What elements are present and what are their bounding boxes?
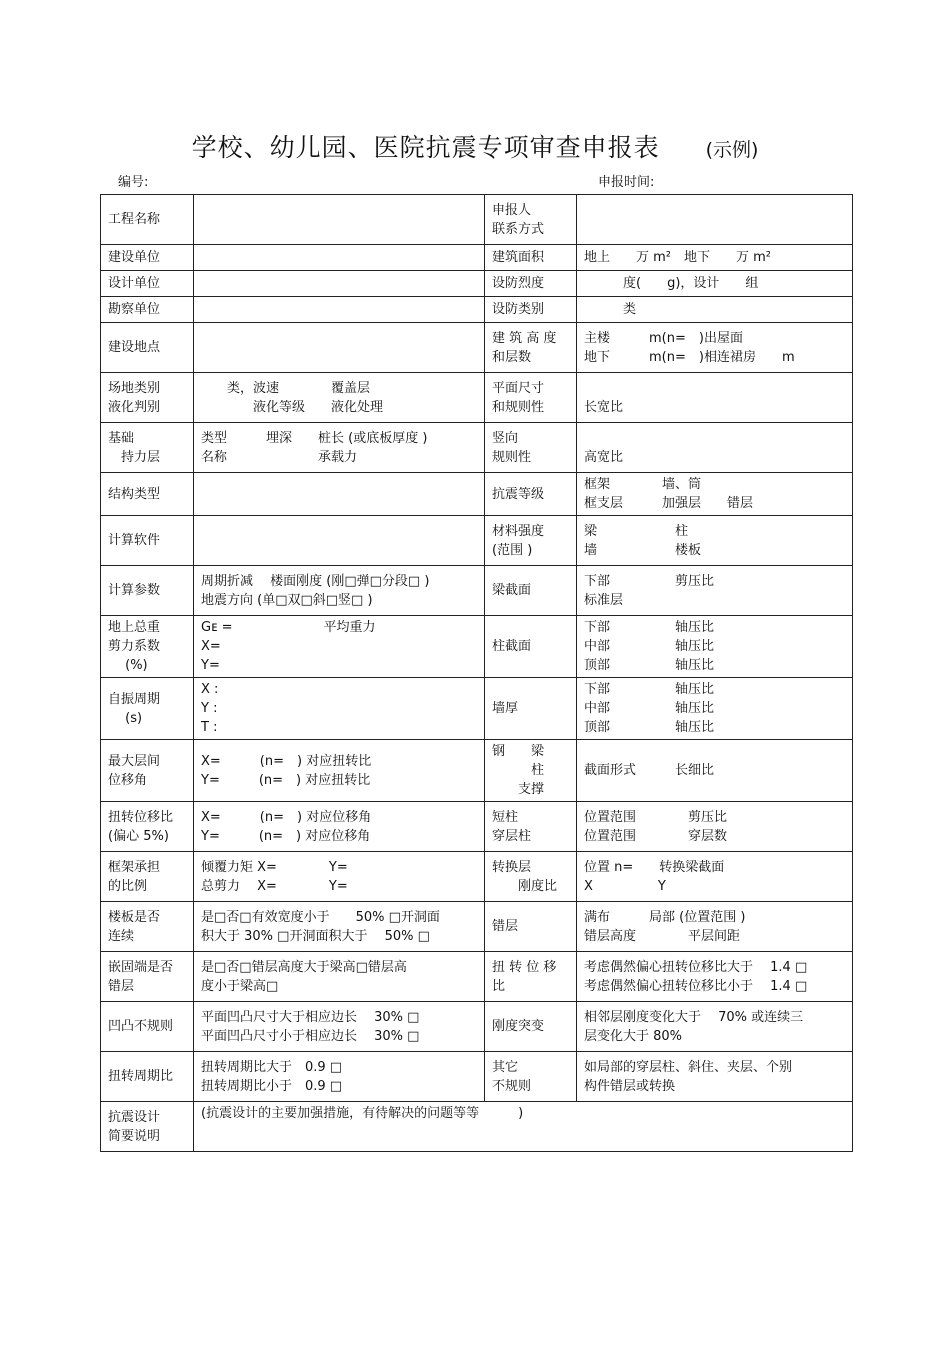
form-label-cell: 场地类别 液化判别 (101, 373, 194, 423)
form-label-cell: 框架承担 的比例 (101, 852, 194, 902)
form-label-cell: 平面尺寸 和规则性 (485, 373, 577, 423)
form-field-cell[interactable]: 下部 剪压比 标准层 (577, 566, 853, 616)
form-label-cell: 申报人 联系方式 (485, 195, 577, 245)
form-field-cell[interactable]: 如局部的穿层柱、斜住、夹层、个别 构件错层或转换 (577, 1052, 853, 1102)
form-label-cell: 转换层 刚度比 (485, 852, 577, 902)
form-field-cell[interactable]: X= (n= ) 对应扭转比 Y= (n= ) 对应扭转比 (194, 740, 485, 802)
table-row (101, 516, 853, 566)
table-row (101, 297, 853, 323)
number-label: 编号: (118, 175, 149, 190)
form-label-cell: 错层 (485, 902, 577, 952)
form-label-cell: 最大层间 位移角 (101, 740, 194, 802)
form-label-cell: 建 筑 高 度 和层数 (485, 323, 577, 373)
table-row (101, 852, 853, 902)
date-label: 申报时间: (598, 175, 655, 190)
form-label-cell: 勘察单位 (101, 297, 194, 323)
form-label-cell: 竖向 规则性 (485, 423, 577, 473)
form-label-cell: 刚度突变 (485, 1002, 577, 1052)
form-field-cell[interactable]: 满布 局部 (位置范围 ) 错层高度 平层间距 (577, 902, 853, 952)
form-field-cell[interactable]: X : Y : T : (194, 678, 485, 740)
form-label-cell: 建设单位 (101, 245, 194, 271)
form-field-cell[interactable] (194, 516, 485, 566)
table-row (101, 423, 853, 473)
form-field-cell[interactable]: 扭转周期比大于 0.9 □ 扭转周期比小于 0.9 □ (194, 1052, 485, 1102)
form-label-cell: 地上总重 剪力系数 (%) (101, 616, 194, 678)
table-row (101, 195, 853, 245)
form-field-cell[interactable] (577, 195, 853, 245)
form-field-cell[interactable]: 平面凹凸尺寸大于相应边长 30% □ 平面凹凸尺寸小于相应边长 30% □ (194, 1002, 485, 1052)
form-field-cell[interactable]: 类 (577, 297, 853, 323)
form-field-cell[interactable] (194, 473, 485, 516)
form-label-cell: 材料强度 (范围 ) (485, 516, 577, 566)
form-label-cell: 钢 梁 柱 支撑 (485, 740, 577, 802)
form-label-cell: 工程名称 (101, 195, 194, 245)
form-field-cell[interactable]: 长宽比 (577, 373, 853, 423)
form-label-cell: 墙厚 (485, 678, 577, 740)
table-row (101, 323, 853, 373)
form-field-cell[interactable]: 下部 轴压比 中部 轴压比 顶部 轴压比 (577, 616, 853, 678)
form-field-cell[interactable]: 下部 轴压比 中部 轴压比 顶部 轴压比 (577, 678, 853, 740)
form-label-cell: 建筑面积 (485, 245, 577, 271)
form-field-cell[interactable]: 框架 墙、筒 框支层 加强层 错层 (577, 473, 853, 516)
form-field-cell[interactable] (194, 271, 485, 297)
form-field-cell[interactable]: 高宽比 (577, 423, 853, 473)
form-label-cell: 柱截面 (485, 616, 577, 678)
form-field-cell[interactable]: 是□否□有效宽度小于 50% □开洞面 积大于 30% □开洞面积大于 50% □ (194, 902, 485, 952)
form-field-cell[interactable]: 倾覆力矩 X= Y= 总剪力 X= Y= (194, 852, 485, 902)
form-label-cell: 抗震设计 简要说明 (101, 1102, 194, 1152)
form-field-cell[interactable]: 考虑偶然偏心扭转位移比大于 1.4 □ 考虑偶然偏心扭转位移比小于 1.4 □ (577, 952, 853, 1002)
form-label-cell: 楼板是否 连续 (101, 902, 194, 952)
form-label-cell: 建设地点 (101, 323, 194, 373)
form-label-cell: 计算软件 (101, 516, 194, 566)
form-label-cell: 设防类别 (485, 297, 577, 323)
form-field-cell[interactable]: 梁 柱 墙 楼板 (577, 516, 853, 566)
table-row (101, 373, 853, 423)
form-label-cell: 梁截面 (485, 566, 577, 616)
form-field-cell[interactable]: 度( g)，设计 组 (577, 271, 853, 297)
form-label-cell: 自振周期 (s) (101, 678, 194, 740)
table-row (101, 245, 853, 271)
table-row (101, 678, 853, 740)
form-field-cell[interactable]: 主楼 m(n= )出屋面 地下 m(n= )相连裙房 m (577, 323, 853, 373)
form-field-cell[interactable]: 位置 n= 转换梁截面 X Y (577, 852, 853, 902)
form-label-cell: 扭转位移比 (偏心 5%) (101, 802, 194, 852)
form-field-cell[interactable] (194, 323, 485, 373)
table-row (101, 566, 853, 616)
form-field-cell[interactable]: 类型 埋深 桩长 (或底板厚度 ) 名称 承载力 (194, 423, 485, 473)
table-row (101, 740, 853, 802)
application-form-table (100, 194, 853, 1152)
table-row (101, 902, 853, 952)
form-field-cell[interactable]: X= (n= ) 对应位移角 Y= (n= ) 对应位移角 (194, 802, 485, 852)
form-label-cell: 短柱 穿层柱 (485, 802, 577, 852)
form-label-cell: 凹凸不规则 (101, 1002, 194, 1052)
form-label-cell: 扭 转 位 移 比 (485, 952, 577, 1002)
form-field-cell[interactable] (194, 195, 485, 245)
form-label-cell: 嵌固端是否 错层 (101, 952, 194, 1002)
form-field-cell[interactable]: 周期折减 楼面刚度 (刚□弹□分段□ ) 地震方向 (单□双□斜□竖□ ) (194, 566, 485, 616)
table-row (101, 1102, 853, 1152)
form-label-cell: 其它 不规则 (485, 1052, 577, 1102)
table-row (101, 271, 853, 297)
form-field-cell[interactable]: 是□否□错层高度大于梁高□错层高 度小于梁高□ (194, 952, 485, 1002)
form-label-cell: 计算参数 (101, 566, 194, 616)
form-label-cell: 基础 持力层 (101, 423, 194, 473)
table-row (101, 616, 853, 678)
form-field-cell[interactable]: 类，波速 覆盖层 液化等级 液化处理 (194, 373, 485, 423)
form-field-cell[interactable] (194, 245, 485, 271)
form-field-cell[interactable]: Gᴇ = 平均重力 X= Y= (194, 616, 485, 678)
form-label-cell: 抗震等级 (485, 473, 577, 516)
form-field-cell[interactable]: 相邻层刚度变化大于 70% 或连续三 层变化大于 80% (577, 1002, 853, 1052)
form-field-cell[interactable]: 截面形式 长细比 (577, 740, 853, 802)
form-title (0, 128, 950, 164)
table-row (101, 952, 853, 1002)
form-label-cell: 结构类型 (101, 473, 194, 516)
form-title-main: 学校、幼儿园、医院抗震专项审查申报表 (191, 133, 660, 162)
form-field-cell[interactable]: 地上 万 m² 地下 万 m² (577, 245, 853, 271)
table-row (101, 1002, 853, 1052)
table-row (101, 802, 853, 852)
form-field-cell[interactable]: 位置范围 剪压比 位置范围 穿层数 (577, 802, 853, 852)
table-row (101, 1052, 853, 1102)
form-label-cell: 设计单位 (101, 271, 194, 297)
form-field-cell[interactable]: (抗震设计的主要加强措施，有待解决的问题等等 ) (194, 1102, 853, 1152)
form-title-sub: (示例) (705, 139, 759, 161)
form-label-cell: 扭转周期比 (101, 1052, 194, 1102)
form-field-cell[interactable] (194, 297, 485, 323)
table-row (101, 473, 853, 516)
form-label-cell: 设防烈度 (485, 271, 577, 297)
